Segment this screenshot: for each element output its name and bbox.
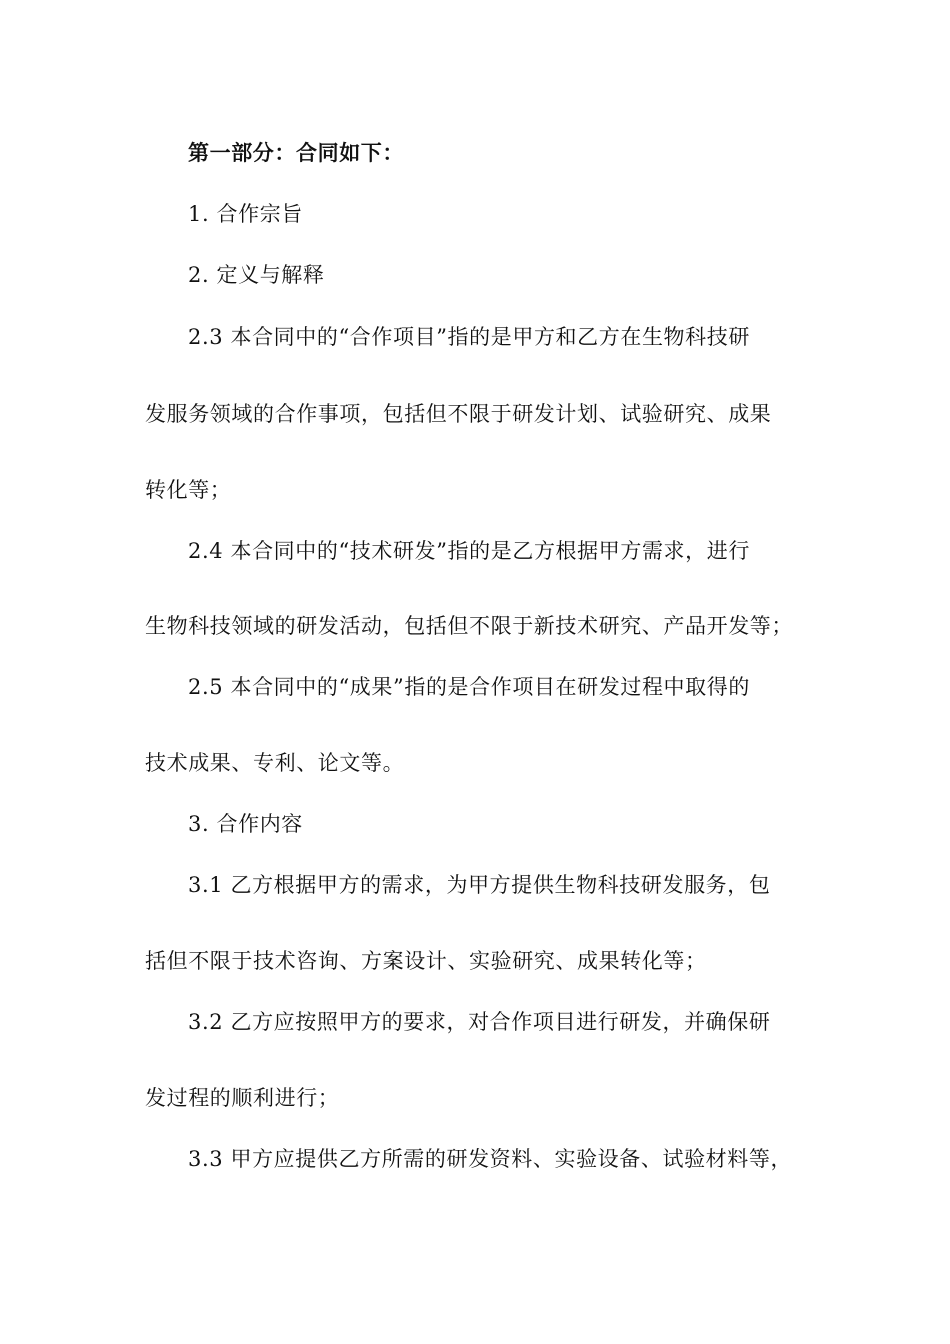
clause-line: 2.3 本合同中的“合作项目”指的是甲方和乙方在生物科技研 xyxy=(188,325,750,349)
clause-line: 转化等； xyxy=(145,478,232,502)
clause-line: 3.3 甲方应提供乙方所需的研发资料、实验设备、试验材料等， xyxy=(188,1147,793,1171)
section-heading: 第一部分：合同如下： xyxy=(188,140,404,165)
clause-line: 2.4 本合同中的“技术研发”指的是乙方根据甲方需求，进行 xyxy=(188,539,750,563)
clause-line: 发服务领域的合作事项，包括但不限于研发计划、试验研究、成果 xyxy=(145,402,772,426)
clause-line: 括但不限于技术咨询、方案设计、实验研究、成果转化等； xyxy=(145,949,707,973)
clause-line: 3. 合作内容 xyxy=(188,812,303,836)
clause-line: 发过程的顺利进行； xyxy=(145,1086,340,1110)
clause-line: 生物科技领域的研发活动，包括但不限于新技术研究、产品开发等； xyxy=(145,614,793,638)
clause-line: 3.2 乙方应按照甲方的要求，对合作项目进行研发，并确保研 xyxy=(188,1010,771,1034)
clause-line: 2. 定义与解释 xyxy=(188,263,325,287)
clause-line: 2.5 本合同中的“成果”指的是合作项目在研发过程中取得的 xyxy=(188,675,750,699)
clause-line: 1. 合作宗旨 xyxy=(188,202,303,226)
clause-line: 技术成果、专利、论文等。 xyxy=(145,751,405,775)
clause-line: 3.1 乙方根据甲方的需求，为甲方提供生物科技研发服务，包 xyxy=(188,873,771,897)
